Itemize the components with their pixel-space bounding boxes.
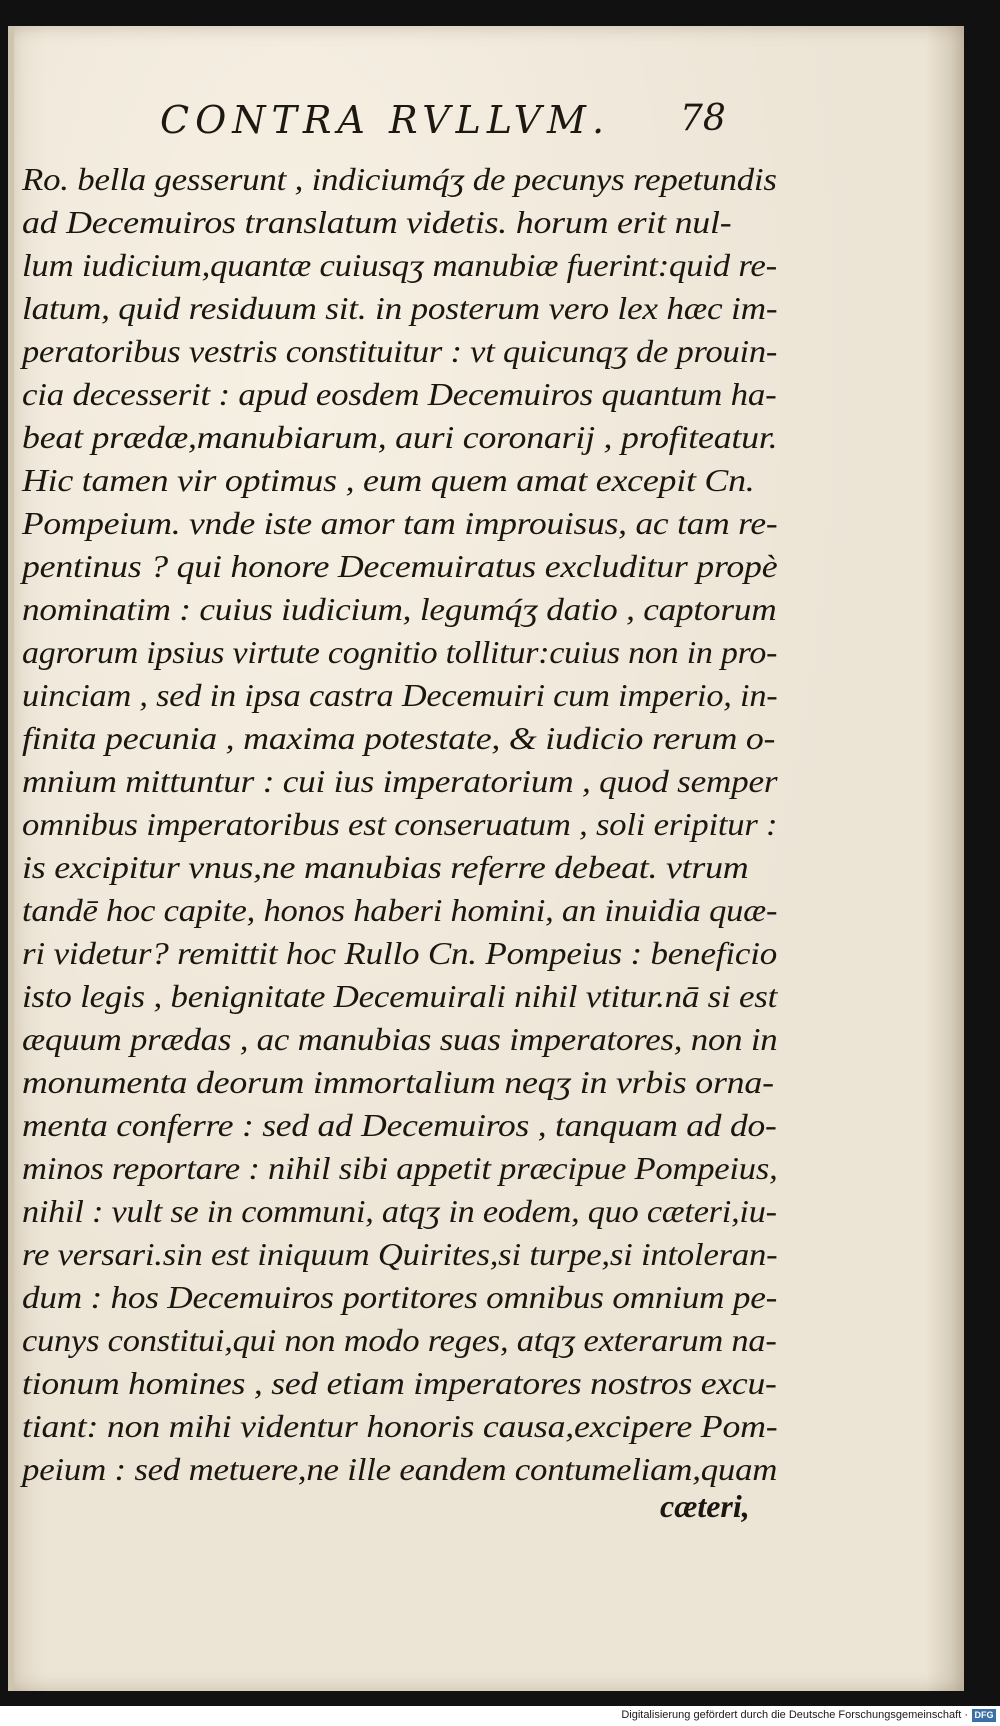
text-line: isto legis , benignitate Decemuirali nihil vtitur.nā si est [22, 978, 778, 1014]
text-line: æquum prædas , ac manubias suas imperatores, non in [22, 1021, 778, 1057]
book-page [8, 26, 964, 1691]
text-line: uinciam , sed in ipsa castra Decemuiri cum imperio, in- [22, 677, 778, 713]
text-line: tandē hoc capite, honos haberi homini, an inuidia quæ- [22, 892, 778, 928]
page-number: 78 [680, 98, 726, 139]
text-line: ri videtur? remittit hoc Rullo Cn. Pompeius : beneficio [22, 935, 778, 971]
text-line: peium : sed metuere,ne ille eandem contumeliam,quam [22, 1451, 778, 1487]
text-line: tionum homines , sed etiam imperatores nostros excu- [22, 1365, 777, 1401]
dfg-credit-text: Digitalisierung gefördert durch die Deutsche Forschungsgemeinschaft · [621, 1709, 968, 1721]
text-line: Pompeium. vnde iste amor tam improuisus, ac tam re- [22, 505, 778, 541]
text-line: agrorum ipsius virtute cognitio tollitur:cuius non in pro- [22, 634, 778, 670]
text-line: Hic tamen vir optimus , eum quem amat excepit Cn. [22, 462, 755, 498]
text-line: nihil : vult se in communi, atqʒ in eodem, quo cæteri,iu- [22, 1193, 777, 1229]
page-gutter-edge [8, 26, 14, 1691]
running-head: CONTRA RVLLVM. [160, 98, 611, 142]
text-line: pentinus ? qui honore Decemuiratus excluditur propè [22, 548, 778, 584]
text-line: omnibus imperatoribus est conseruatum , soli eripitur : [22, 806, 778, 842]
text-line: tiant: non mihi videntur honoris causa,excipere Pom- [22, 1408, 778, 1444]
text-line: finita pecunia , maxima potestate, & iudicio rerum o- [22, 720, 776, 756]
text-line: dum : hos Decemuiros portitores omnibus omnium pe- [22, 1279, 778, 1315]
text-line: mnium mittuntur : cui ius imperatorium , quod semper [22, 763, 778, 799]
text-line: lum iudicium,quantæ cuiusqʒ manubiæ fuerint:quid re- [22, 247, 777, 283]
text-line: is excipitur vnus,ne manubias referre debeat. vtrum [22, 849, 749, 885]
text-line: menta conferre : sed ad Decemuiros , tanquam ad do- [22, 1107, 777, 1143]
digitization-footer [0, 1706, 1000, 1726]
text-line: Ro. bella gesserunt , indiciumq́ʒ de pecunys repetundis [22, 161, 777, 197]
catchword: cæteri, [660, 1488, 750, 1524]
text-line: minos reportare : nihil sibi appetit præcipue Pompeius, [22, 1150, 778, 1186]
dfg-logo-icon: DFG [972, 1709, 996, 1722]
text-line: ad Decemuiros translatum videtis. horum erit nul- [22, 204, 732, 240]
text-line: monumenta deorum immortalium neqʒ in vrbis orna- [22, 1064, 774, 1100]
page-header [8, 98, 964, 154]
text-line: nominatim : cuius iudicium, legumq́ʒ datio , captorum [22, 591, 777, 627]
text-line: cunys constitui,qui non modo reges, atqʒ exterarum na- [22, 1322, 777, 1358]
text-line: latum, quid residuum sit. in posterum vero lex hæc im- [22, 290, 778, 326]
text-line: peratoribus vestris constituitur : vt quicunqʒ de prouin- [22, 333, 778, 369]
text-line: beat prædæ,manubiarum, auri coronarij , profiteatur. [22, 419, 778, 455]
text-line: cia decesserit : apud eosdem Decemuiros quantum ha- [22, 376, 777, 412]
text-line: re versari.sin est iniquum Quirites,si turpe,si intoleran- [22, 1236, 778, 1272]
